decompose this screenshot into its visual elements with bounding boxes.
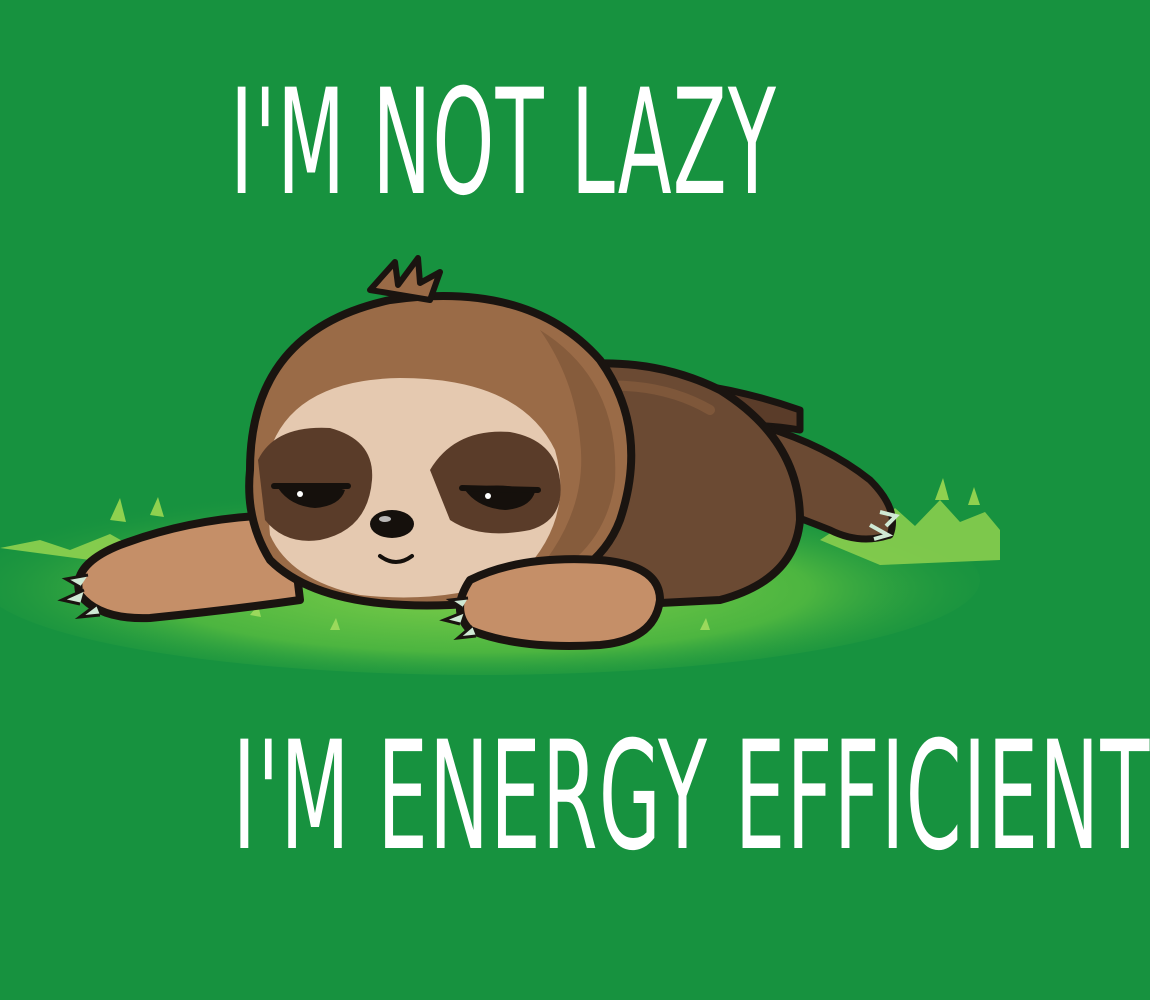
sloth-nose	[370, 510, 414, 538]
sloth-head	[249, 258, 631, 605]
headline-bottom: I'M ENERGY EFFICIENT	[232, 710, 1150, 884]
headline-top: I'M NOT LAZY	[230, 58, 778, 228]
